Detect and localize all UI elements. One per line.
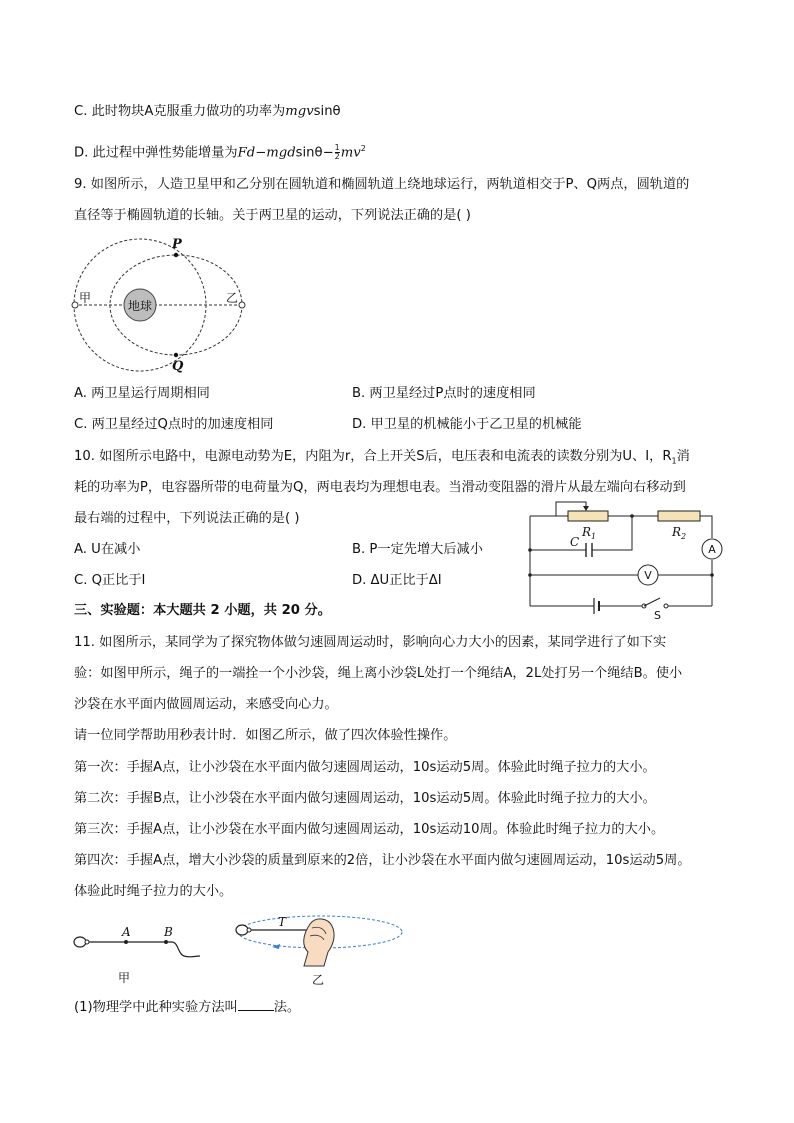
q10-option-b: B. P一定先增大后减小 bbox=[352, 542, 483, 557]
junction-top-left bbox=[528, 548, 532, 552]
resistor-r2 bbox=[658, 511, 700, 521]
q11-stem-line2: 验：如图甲所示，绳子的一端拴一个小沙袋，绳上离小沙袋L处打一个绳结A，2L处打另一个绳结B。使小 bbox=[74, 666, 683, 681]
point-p-marker bbox=[174, 253, 178, 257]
junction-left bbox=[528, 573, 532, 577]
q10-stem-line1-tail: 消 bbox=[676, 449, 690, 464]
knot-b-label: B bbox=[164, 925, 173, 939]
satellite-jia-label: 甲 bbox=[79, 291, 92, 305]
q9-stem-line1: 9. 如图所示，人造卫星甲和乙分别在圆轨道和椭圆轨道上绕地球运行，两轨道相交于P、Q两点，圆轨道的 bbox=[74, 177, 690, 192]
q8-option-c bbox=[74, 103, 341, 121]
ammeter-label: A bbox=[708, 543, 716, 556]
q10-stem-line3: 最右端的过程中，下列说法正确的是( ) bbox=[74, 511, 300, 526]
satellite-yi-label: 乙 bbox=[226, 291, 239, 305]
rheostat-slider-arrow bbox=[583, 506, 589, 511]
earth-label: 地球 bbox=[127, 299, 153, 313]
fraction-numerator: 1 bbox=[334, 142, 340, 152]
q11-stem-line1: 11. 如图所示，某同学为了探究物体做匀速圆周运动时，影响向心力大小的因素，某同学进行了如下实 bbox=[74, 635, 667, 650]
hand-shape bbox=[304, 919, 334, 966]
junction-top bbox=[630, 514, 634, 518]
q10-circuit-figure bbox=[520, 494, 725, 619]
point-p-label: P bbox=[172, 237, 182, 252]
switch-blade bbox=[644, 598, 660, 606]
q8-option-d-math: Fd−mgd bbox=[237, 145, 296, 161]
q8-option-c-math: mgv bbox=[285, 104, 314, 119]
sandbag-knot-yi bbox=[247, 928, 251, 932]
q10-stem-line1 bbox=[74, 448, 690, 471]
tension-label: T bbox=[278, 915, 287, 929]
q9-option-c: C. 两卫星经过Q点时的加速度相同 bbox=[74, 417, 274, 432]
resistor-r1 bbox=[568, 511, 608, 521]
q9-option-a: A. 两卫星运行周期相同 bbox=[74, 386, 210, 401]
satellite-yi-marker bbox=[239, 302, 245, 308]
q8-option-d-exponent: 2 bbox=[360, 144, 366, 153]
q8-option-d-fraction bbox=[335, 144, 340, 161]
capacitor-label: C bbox=[570, 535, 580, 549]
q11-figure-jia bbox=[70, 920, 205, 990]
q10-option-c: C. Q正比于I bbox=[74, 573, 146, 588]
fraction-denominator: 2 bbox=[334, 151, 340, 161]
q10-option-d: D. ΔU正比于ΔI bbox=[352, 573, 442, 588]
q9-orbit-figure bbox=[66, 234, 256, 374]
q11-trial-4: 第四次：手握A点，增大小沙袋的质量到原来的2倍，让小沙袋在水平面内做匀速圆周运动，10s运动5周。 bbox=[74, 853, 691, 868]
point-q-label: Q bbox=[172, 359, 184, 374]
knot-b-marker bbox=[164, 940, 168, 944]
q11-subquestion-1 bbox=[74, 998, 300, 1017]
q11-stem-line4: 请一位同学帮助用秒表计时．如图乙所示，做了四次体验性操作。 bbox=[74, 728, 457, 743]
resistor-r2-label: $R_2$ bbox=[672, 525, 687, 541]
junction-right bbox=[710, 573, 714, 577]
q8-option-d-tail: mv bbox=[340, 145, 361, 161]
sandbag-shape bbox=[74, 937, 86, 947]
satellite-jia-marker bbox=[72, 302, 78, 308]
figure-yi-label: 乙 bbox=[312, 973, 325, 987]
q11-trial-3: 第三次：手握A点，让小沙袋在水平面内做匀速圆周运动，10s运动10周。体验此时绳子拉力的大小。 bbox=[74, 822, 665, 837]
voltmeter-label: V bbox=[644, 569, 652, 582]
q11-trial-1: 第一次：手握A点，让小沙袋在水平面内做匀速圆周运动，10s运动5周。体验此时绳子拉力的大小。 bbox=[74, 760, 656, 775]
q11-sub1-tail: 法。 bbox=[273, 1000, 301, 1015]
answer-blank[interactable] bbox=[238, 998, 274, 1011]
q9-stem-line2: 直径等于椭圆轨道的长轴。关于两卫星的运动，下列说法正确的是( ) bbox=[74, 208, 471, 223]
q11-trial-2: 第二次：手握B点，让小沙袋在水平面内做匀速圆周运动，10s运动5周。体验此时绳子拉力的大小。 bbox=[74, 791, 656, 806]
switch-label: S bbox=[654, 609, 661, 619]
q8-option-c-sin: sinθ bbox=[313, 104, 341, 119]
resistor-r1-label: $R_1$ bbox=[582, 525, 597, 541]
point-q-marker bbox=[174, 353, 178, 357]
rope-tail bbox=[172, 942, 200, 957]
circuit-top-wire-right bbox=[700, 516, 712, 538]
q9-option-d: D. 甲卫星的机械能小于乙卫星的机械能 bbox=[352, 417, 582, 432]
q11-sub1-text: (1)物理学中此种实验方法叫 bbox=[74, 1000, 238, 1015]
q8-option-d-text: D. 此过程中弹性势能增量为 bbox=[74, 145, 238, 161]
q10-stem-line1-text: 10. 如图所示电路中，电源电动势为E，内阻为r，合上开关S后，电压表和电流表的读数分别为U、I，R bbox=[74, 449, 672, 464]
q10-option-a: A. U在减小 bbox=[74, 542, 141, 557]
section-3-title: 三、实验题：本大题共 2 小题，共 20 分。 bbox=[74, 603, 331, 618]
q11-figure-yi bbox=[228, 908, 406, 990]
switch-contact-right bbox=[664, 604, 668, 608]
q8-option-d-sin: sinθ− bbox=[295, 145, 334, 161]
q9-option-b: B. 两卫星经过P点时的速度相同 bbox=[352, 386, 536, 401]
q8-option-d bbox=[74, 140, 366, 162]
q11-stem-line3: 沙袋在水平面内做圆周运动，来感受向心力。 bbox=[74, 697, 338, 712]
knot-a-marker bbox=[124, 940, 128, 944]
sandbag-knot bbox=[85, 940, 89, 944]
q10-stem-line2: 耗的功率为P，电容器所带的电荷量为Q，两电表均为理想电表。当滑动变阻器的滑片从最左端向右移动到 bbox=[74, 480, 686, 495]
q10-stem-line1-sub: 1 bbox=[671, 456, 677, 466]
q8-option-c-text: C. 此时物块A克服重力做功的功率为 bbox=[74, 104, 286, 119]
figure-jia-label: 甲 bbox=[118, 971, 131, 985]
sandbag-shape-yi bbox=[236, 925, 248, 935]
knot-a-label: A bbox=[122, 925, 131, 939]
q11-trial-4-cont: 体验此时绳子拉力的大小。 bbox=[74, 884, 233, 899]
